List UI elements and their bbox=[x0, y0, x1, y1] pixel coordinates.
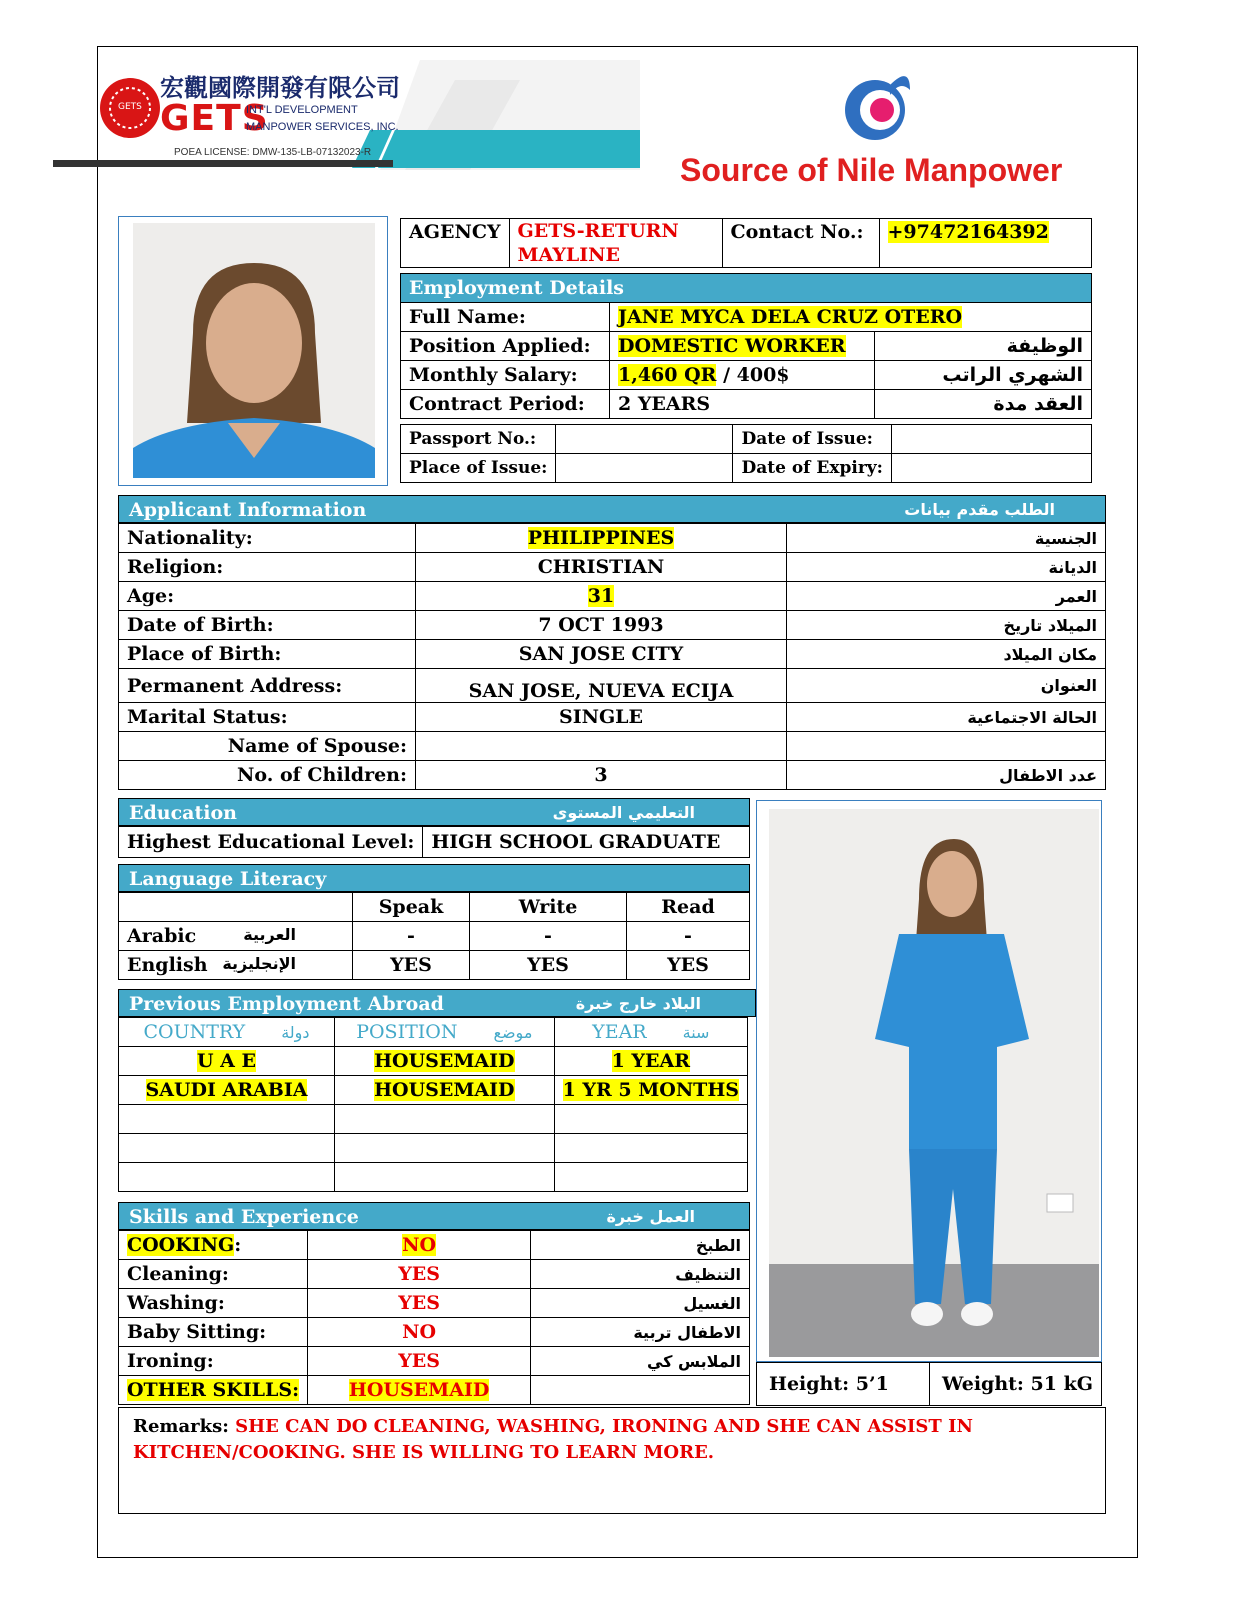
source-of-nile-logo bbox=[680, 60, 1080, 200]
applicant-label: No. of Children: bbox=[119, 761, 416, 790]
previous-value: HOUSEMAID bbox=[374, 1050, 515, 1072]
previous-value: HOUSEMAID bbox=[374, 1079, 515, 1101]
skill-label: Cleaning: bbox=[127, 1263, 229, 1285]
skill-value: YES bbox=[398, 1292, 440, 1314]
previous-cell bbox=[554, 1163, 747, 1192]
previous-col-ar: موضع bbox=[493, 1023, 533, 1042]
skill-label: COOKING bbox=[127, 1234, 235, 1256]
fullbody-image bbox=[769, 809, 1099, 1357]
date-of-expiry-label: Date of Expiry: bbox=[733, 454, 891, 483]
logo-gets: GETS bbox=[160, 98, 269, 139]
skills-table bbox=[118, 1230, 750, 1405]
previous-value: U A E bbox=[196, 1050, 256, 1072]
logo-license: POEA LICENSE: DMW-135-LB-07132023-R bbox=[174, 147, 372, 158]
skills-title-ar: العمل خبرة bbox=[606, 1207, 695, 1226]
passport-table bbox=[400, 424, 1092, 483]
logo-small1: INT'L DEVELOPMENT bbox=[246, 104, 358, 116]
applicant-fullbody-photo bbox=[756, 800, 1102, 1362]
date-of-issue-value bbox=[891, 425, 1091, 454]
skills-header bbox=[118, 1202, 750, 1230]
previous-employment-header bbox=[118, 989, 756, 1017]
position-value: DOMESTIC WORKER bbox=[618, 335, 846, 357]
applicant-label-ar bbox=[787, 732, 1106, 761]
applicant-value: SAN JOSE CITY bbox=[518, 643, 684, 665]
applicant-label: Nationality: bbox=[119, 524, 416, 553]
skill-label-cell bbox=[119, 1347, 308, 1376]
skill-value-cell bbox=[308, 1260, 531, 1289]
nile-emblem-icon bbox=[830, 60, 950, 150]
agency-value: GETS-RETURN MAYLINE bbox=[509, 219, 722, 268]
language-col-header: Read bbox=[627, 893, 750, 922]
previous-cell bbox=[554, 1105, 747, 1134]
applicant-value-cell bbox=[416, 611, 787, 640]
table-row bbox=[119, 1047, 748, 1076]
applicant-label: Religion: bbox=[119, 553, 416, 582]
table-row bbox=[119, 553, 1106, 582]
previous-cell bbox=[334, 1134, 554, 1163]
language-col-header: Speak bbox=[353, 893, 470, 922]
skill-label-ar: الملابس كي bbox=[531, 1347, 750, 1376]
previous-value: SAUDI ARABIA bbox=[145, 1079, 308, 1101]
skill-label-ar: التنظيف bbox=[531, 1260, 750, 1289]
skill-label-ar: الطبخ bbox=[531, 1231, 750, 1260]
applicant-table bbox=[118, 523, 1106, 790]
passport-no-value bbox=[556, 425, 733, 454]
skill-value: YES bbox=[398, 1350, 440, 1372]
remarks-box bbox=[118, 1407, 1106, 1514]
salary-ar: الشهري الراتب bbox=[875, 361, 1092, 390]
applicant-label-ar: الجنسية bbox=[787, 524, 1106, 553]
applicant-info-title-ar: الطلب مقدم بيانات bbox=[904, 500, 1055, 519]
height-weight-table bbox=[756, 1362, 1102, 1406]
applicant-label-ar: العنوان bbox=[787, 669, 1106, 703]
language-value: - bbox=[353, 922, 470, 951]
education-header bbox=[118, 798, 750, 826]
applicant-label-ar: الديانة bbox=[787, 553, 1106, 582]
previous-cell bbox=[554, 1134, 747, 1163]
skill-label-cell bbox=[119, 1260, 308, 1289]
applicant-value: SAN JOSE, NUEVA ECIJA bbox=[468, 680, 734, 702]
applicant-label: Age: bbox=[119, 582, 416, 611]
contract-value: 2 YEARS bbox=[610, 390, 875, 419]
applicant-value-cell bbox=[416, 669, 787, 703]
table-row bbox=[119, 922, 750, 951]
skill-value-cell bbox=[308, 1347, 531, 1376]
applicant-label-ar: مكان الميلاد bbox=[787, 640, 1106, 669]
nile-logo-text: Source of Nile Manpower bbox=[680, 152, 1063, 188]
skill-value-cell bbox=[308, 1231, 531, 1260]
skill-label: OTHER SKILLS: bbox=[127, 1379, 300, 1401]
full-name-label: Full Name: bbox=[401, 303, 610, 332]
applicant-value-cell bbox=[416, 524, 787, 553]
language-value: - bbox=[470, 922, 627, 951]
previous-employment-title-ar: البلاد خارج خبرة bbox=[575, 994, 701, 1013]
language-value: YES bbox=[627, 951, 750, 980]
previous-cell bbox=[119, 1163, 335, 1192]
education-table bbox=[118, 826, 750, 858]
language-name-ar: الإنجليزية bbox=[222, 954, 296, 973]
table-row bbox=[119, 703, 1106, 732]
weight-value: Weight: 51 kG bbox=[929, 1363, 1101, 1406]
skill-label-ar: الاطفال تربية bbox=[531, 1318, 750, 1347]
applicant-value: 7 OCT 1993 bbox=[538, 614, 664, 636]
skills-title: Skills and Experience bbox=[129, 1206, 359, 1228]
table-row bbox=[119, 951, 750, 980]
applicant-label-ar: العمر bbox=[787, 582, 1106, 611]
applicant-value-cell bbox=[416, 553, 787, 582]
skill-value: YES bbox=[398, 1263, 440, 1285]
language-title: Language Literacy bbox=[129, 868, 327, 890]
language-name-cell bbox=[119, 951, 353, 980]
previous-cell bbox=[119, 1047, 335, 1076]
education-title-ar: التعليمي المستوى bbox=[552, 803, 695, 822]
table-row bbox=[119, 582, 1106, 611]
contract-label: Contract Period: bbox=[401, 390, 610, 419]
applicant-info-header bbox=[118, 495, 1106, 523]
language-name-cell bbox=[119, 922, 353, 951]
applicant-label: Date of Birth: bbox=[119, 611, 416, 640]
education-title: Education bbox=[129, 802, 237, 824]
applicant-value-cell bbox=[416, 582, 787, 611]
skill-value: NO bbox=[402, 1234, 437, 1256]
applicant-headshot-photo bbox=[118, 216, 388, 486]
contract-ar: العقد مدة bbox=[875, 390, 1092, 419]
previous-cell bbox=[119, 1076, 335, 1105]
skill-label-ar bbox=[531, 1376, 750, 1405]
previous-col-header bbox=[554, 1018, 747, 1047]
place-of-issue-value bbox=[556, 454, 733, 483]
applicant-label: Place of Birth: bbox=[119, 640, 416, 669]
salary-usd: / 400$ bbox=[716, 364, 790, 386]
table-row bbox=[119, 669, 1106, 703]
previous-col-ar: دولة bbox=[281, 1023, 310, 1042]
applicant-label-ar: عدد الاطفال bbox=[787, 761, 1106, 790]
skill-value-cell bbox=[308, 1376, 531, 1405]
previous-value: 1 YR 5 MONTHS bbox=[562, 1079, 739, 1101]
contact-value: +97472164392 bbox=[887, 221, 1049, 243]
skill-value: HOUSEMAID bbox=[348, 1379, 490, 1401]
applicant-value-cell bbox=[416, 703, 787, 732]
applicant-value: 3 bbox=[594, 764, 608, 786]
skill-value: NO bbox=[402, 1321, 437, 1343]
language-header bbox=[118, 864, 750, 892]
applicant-label: Marital Status: bbox=[119, 703, 416, 732]
previous-cell bbox=[334, 1076, 554, 1105]
date-of-issue-label: Date of Issue: bbox=[733, 425, 891, 454]
previous-col-ar: سنة bbox=[682, 1023, 710, 1042]
skill-label-cell bbox=[119, 1376, 308, 1405]
applicant-value: CHRISTIAN bbox=[537, 556, 665, 578]
previous-cell bbox=[119, 1134, 335, 1163]
language-value: YES bbox=[353, 951, 470, 980]
skill-label: Baby Sitting: bbox=[127, 1321, 267, 1343]
previous-col-header bbox=[334, 1018, 554, 1047]
language-value: - bbox=[627, 922, 750, 951]
logo-small2: MANPOWER SERVICES, INC. bbox=[246, 121, 399, 133]
logo-badge-text: GETS bbox=[118, 102, 142, 112]
table-row bbox=[119, 640, 1106, 669]
employment-table bbox=[400, 273, 1092, 419]
language-value: YES bbox=[470, 951, 627, 980]
applicant-value-cell bbox=[416, 640, 787, 669]
skill-value-cell bbox=[308, 1289, 531, 1318]
skill-label-cell bbox=[119, 1318, 308, 1347]
table-row bbox=[119, 732, 1106, 761]
height-value: Height: 5’1 bbox=[757, 1363, 930, 1406]
salary-label: Monthly Salary: bbox=[401, 361, 610, 390]
table-row bbox=[119, 1376, 750, 1405]
applicant-value: SINGLE bbox=[558, 706, 644, 728]
salary-qr: 1,460 QR bbox=[618, 364, 717, 386]
language-name-ar: العربية bbox=[243, 925, 296, 944]
remarks-label: Remarks: bbox=[133, 1416, 229, 1437]
applicant-value: 31 bbox=[587, 585, 615, 607]
skill-label: Washing: bbox=[127, 1292, 225, 1314]
language-name: English bbox=[127, 954, 208, 976]
previous-employment-table bbox=[118, 1017, 748, 1192]
logo-chinese: 宏觀國際開發有限公司 bbox=[160, 74, 400, 102]
table-row bbox=[119, 1076, 748, 1105]
language-table bbox=[118, 892, 750, 980]
applicant-value-cell bbox=[416, 761, 787, 790]
passport-no-label: Passport No.: bbox=[401, 425, 556, 454]
table-row bbox=[119, 1163, 748, 1192]
previous-cell bbox=[554, 1076, 747, 1105]
skill-value-cell bbox=[308, 1318, 531, 1347]
applicant-value-cell bbox=[416, 732, 787, 761]
agency-label: AGENCY bbox=[401, 219, 510, 268]
language-name: Arabic bbox=[127, 925, 197, 947]
previous-employment-title: Previous Employment Abroad bbox=[129, 993, 444, 1015]
table-row bbox=[119, 1260, 750, 1289]
skill-label: Ironing: bbox=[127, 1350, 214, 1372]
applicant-label-ar: الحالة الاجتماعية bbox=[787, 703, 1106, 732]
education-level-label: Highest Educational Level: bbox=[119, 827, 423, 858]
skill-label-ar: الغسيل bbox=[531, 1289, 750, 1318]
previous-cell bbox=[334, 1163, 554, 1192]
previous-cell bbox=[554, 1047, 747, 1076]
language-col-header: Write bbox=[470, 893, 627, 922]
position-ar: الوظيفة bbox=[875, 332, 1092, 361]
previous-cell bbox=[334, 1047, 554, 1076]
previous-cell bbox=[334, 1105, 554, 1134]
previous-col-en: POSITION bbox=[356, 1021, 458, 1043]
remarks-text: SHE CAN DO CLEANING, WASHING, IRONING AND SHE CAN ASSIST IN KITCHEN/COOKING. SHE IS WILLING TO LEARN MORE. bbox=[133, 1416, 973, 1463]
gets-logo bbox=[0, 50, 640, 200]
applicant-label: Permanent Address: bbox=[119, 669, 416, 703]
applicant-value: PHILIPPINES bbox=[527, 527, 675, 549]
applicant-info-title: Applicant Information bbox=[129, 499, 367, 521]
previous-cell bbox=[119, 1105, 335, 1134]
table-row bbox=[119, 524, 1106, 553]
contact-label: Contact No.: bbox=[722, 219, 879, 268]
employment-title: Employment Details bbox=[401, 274, 1092, 303]
table-row bbox=[119, 1289, 750, 1318]
table-row bbox=[119, 611, 1106, 640]
skill-label-cell bbox=[119, 1231, 308, 1260]
position-label: Position Applied: bbox=[401, 332, 610, 361]
full-name-value: JANE MYCA DELA CRUZ OTERO bbox=[618, 306, 963, 328]
previous-col-header bbox=[119, 1018, 335, 1047]
previous-value: 1 YEAR bbox=[611, 1050, 690, 1072]
agency-table bbox=[400, 218, 1092, 268]
date-of-expiry-value bbox=[891, 454, 1091, 483]
table-row bbox=[119, 1347, 750, 1376]
table-row bbox=[119, 1318, 750, 1347]
table-row bbox=[119, 1231, 750, 1260]
place-of-issue-label: Place of Issue: bbox=[401, 454, 556, 483]
language-corner bbox=[119, 893, 353, 922]
table-row bbox=[119, 761, 1106, 790]
table-row bbox=[119, 1105, 748, 1134]
previous-col-en: COUNTRY bbox=[143, 1021, 246, 1043]
applicant-label-ar: الميلاد تاريخ bbox=[787, 611, 1106, 640]
previous-col-en: YEAR bbox=[592, 1021, 647, 1043]
skill-label-cell bbox=[119, 1289, 308, 1318]
applicant-label: Name of Spouse: bbox=[119, 732, 416, 761]
skill-label-suffix: : bbox=[234, 1234, 242, 1256]
education-level-value: HIGH SCHOOL GRADUATE bbox=[423, 827, 750, 858]
table-row bbox=[119, 1134, 748, 1163]
headshot-image bbox=[133, 223, 375, 478]
